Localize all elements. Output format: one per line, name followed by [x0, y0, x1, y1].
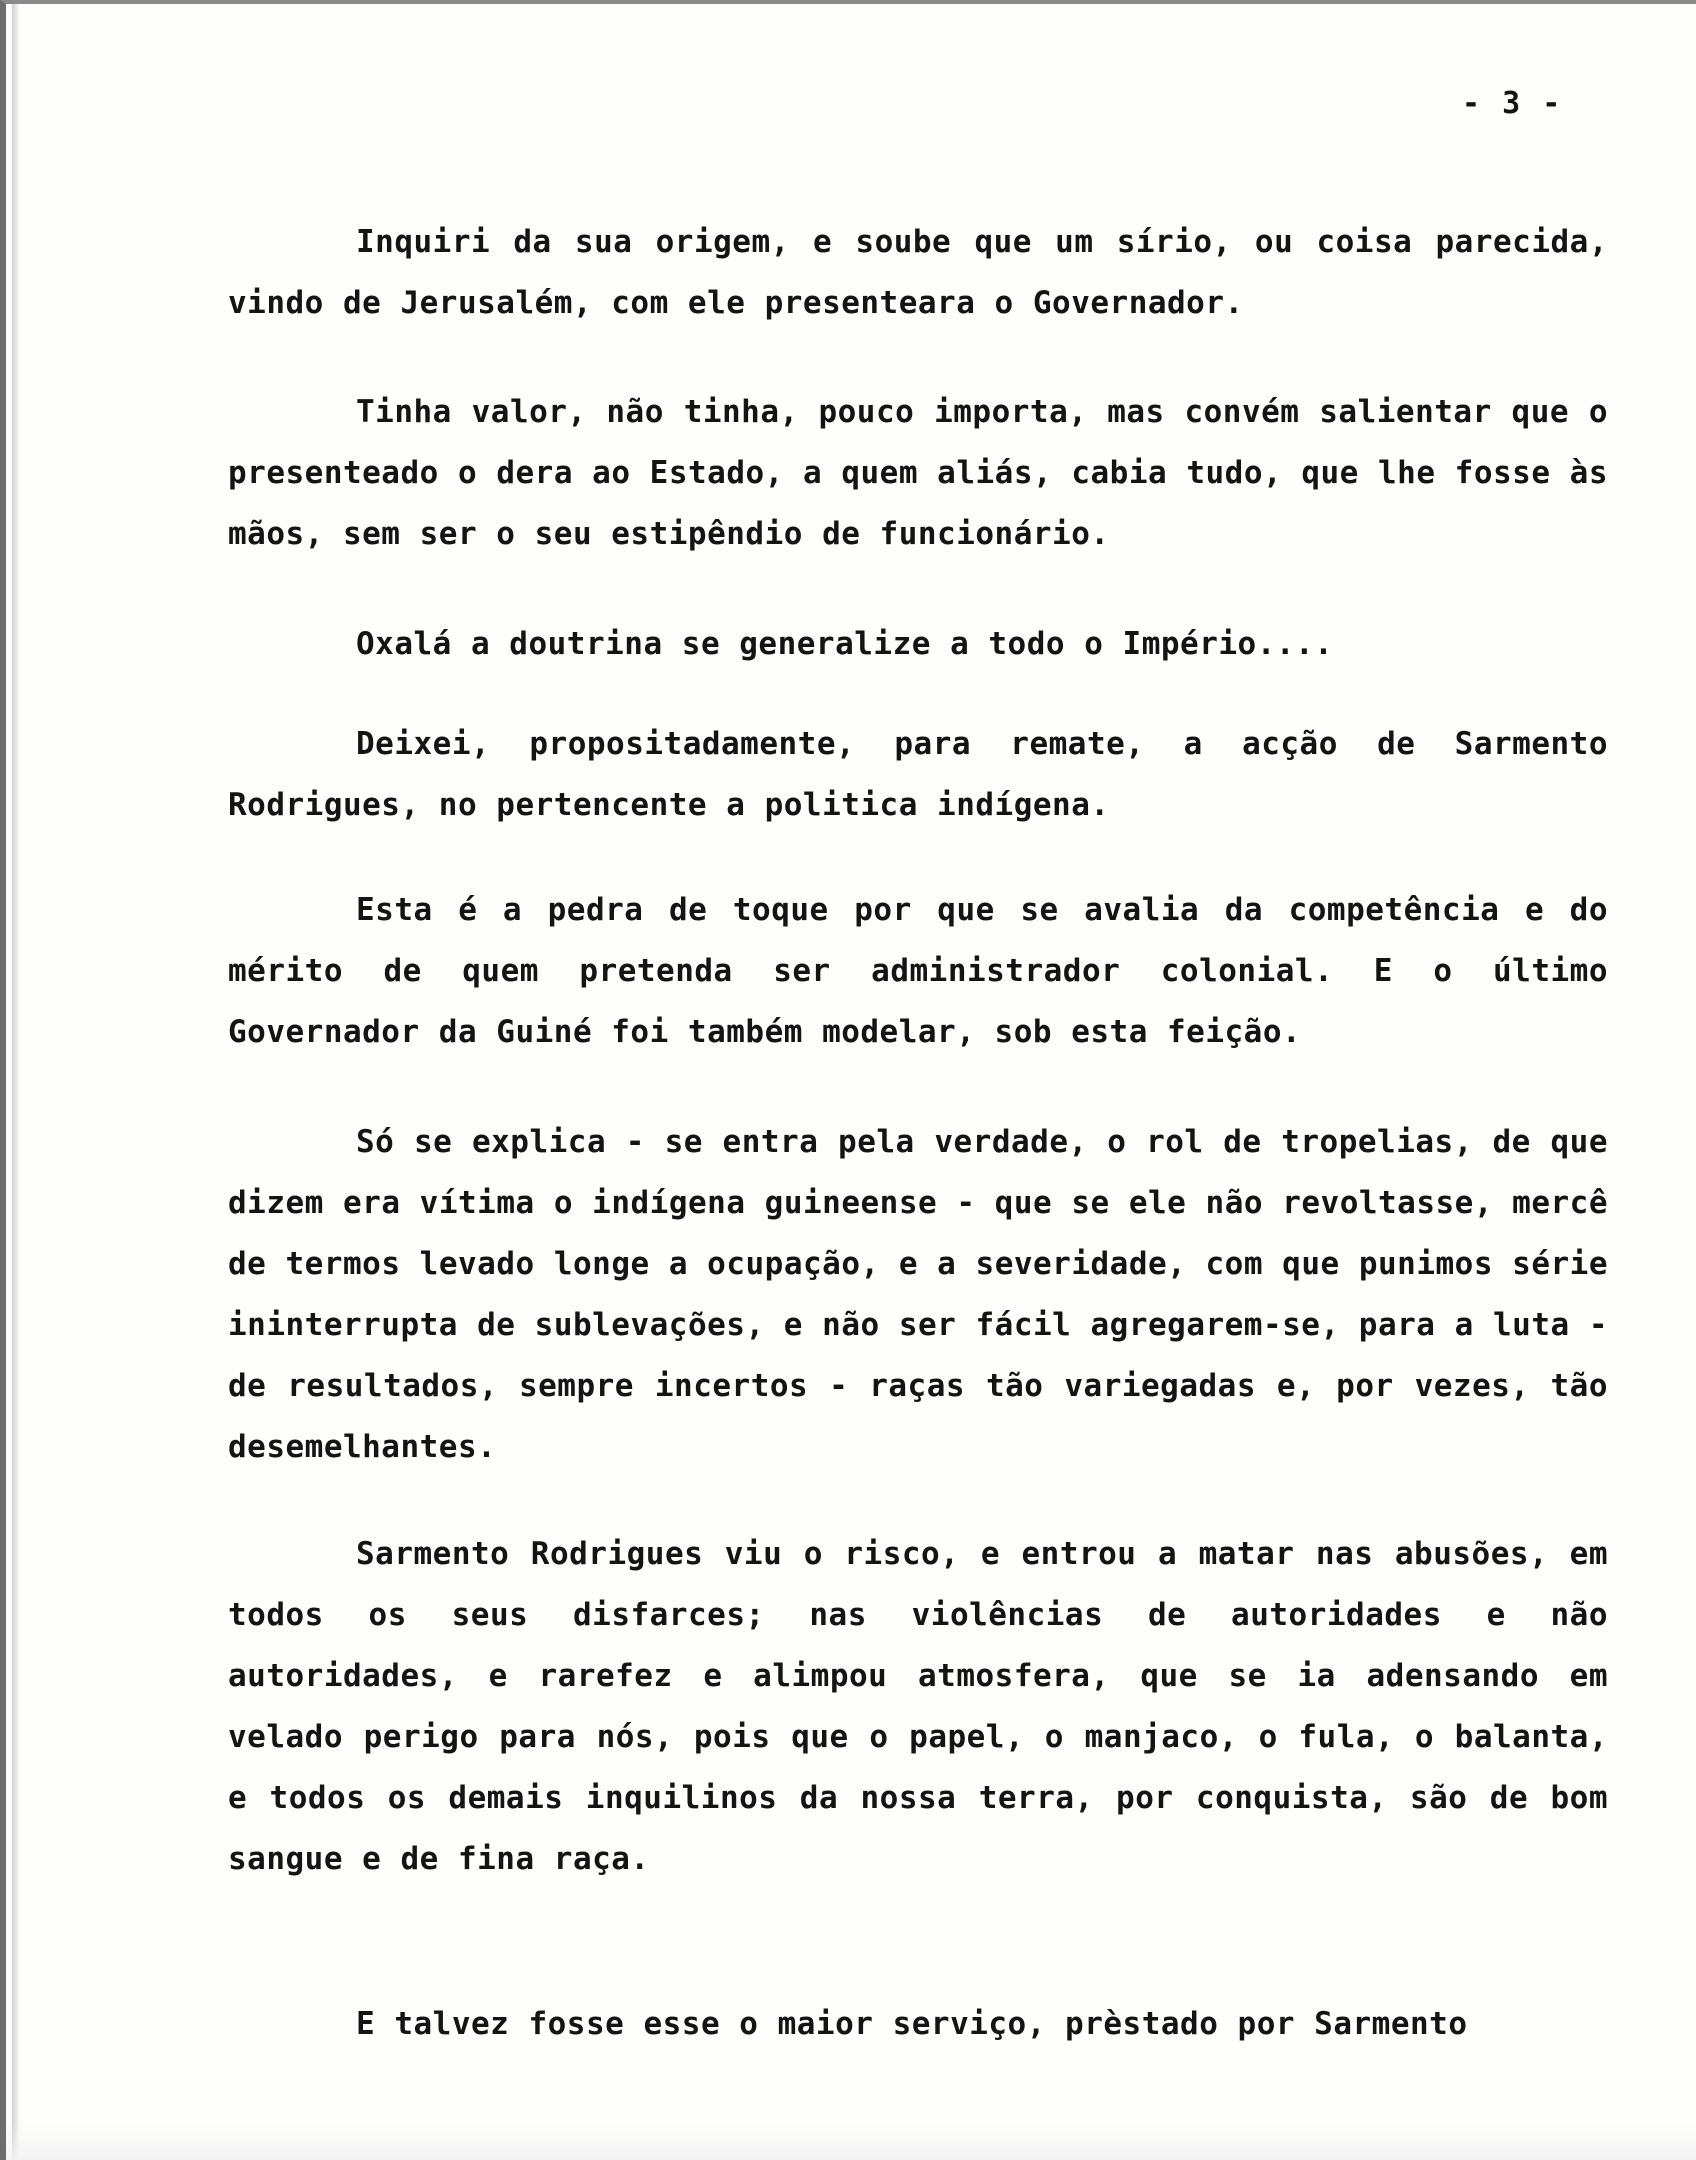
scan-bottom-fade: [6, 2124, 1696, 2160]
paragraph-value: Tinha valor, não tinha, pouco importa, mas convém salientar que o presenteado o dera ao Estado, a quem aliás, cabia tudo, que lhe fosse às mãos, sem ser o seu estipêndio de funcionário.: [228, 394, 1608, 552]
paragraph-explanation: Só se explica - se entra pela verdade, o rol de tropelias, de que dizem era vítima o indígena guineense - que se ele não revoltasse, mercê de termos levado longe a ocupação, e a severidade, com que punimos série ininterrupta de sublevações, e não ser fácil agregarem-se, para a luta - de resultados, sempre incertos - raças tão variegadas e, por vezes, tão desemelhantes.: [228, 1124, 1608, 1465]
scan-edge-shadow: [12, 4, 20, 2160]
paragraph-service: E talvez fosse esse o maior serviço, prèstado por Sarmento: [356, 2006, 1468, 2042]
paragraph-doctrine: Oxalá a doutrina se generalize a todo o Império....: [356, 626, 1334, 662]
paragraph-risk: Sarmento Rodrigues viu o risco, e entrou a matar nas abusões, em todos os seus disfarces; nas violências de autoridades e não autoridades, e rarefez e alimpou atmosfera, que se ia adensando em velado perigo para nós, pois que o papel, o manjaco, o fula, o balanta, e todos os demais inquilinos da nossa terra, por conquista, são de bom sangue e de fina raça.: [228, 1536, 1608, 1877]
paragraph-remate: Deixei, propositadamente, para remate, a acção de Sarmento Rodrigues, no pertencente a politica indígena.: [228, 726, 1608, 823]
page-number: - 3 -: [1462, 86, 1563, 121]
paragraph-touchstone: Esta é a pedra de toque por que se avalia da competência e do mérito de quem pretenda ser administrador colonial. E o último Governador da Guiné foi também modelar, sob esta feição.: [228, 892, 1608, 1050]
paragraph-origin: Inquiri da sua origem, e soube que um sírio, ou coisa parecida, vindo de Jerusalém, com ele presenteara o Governador.: [228, 224, 1608, 321]
